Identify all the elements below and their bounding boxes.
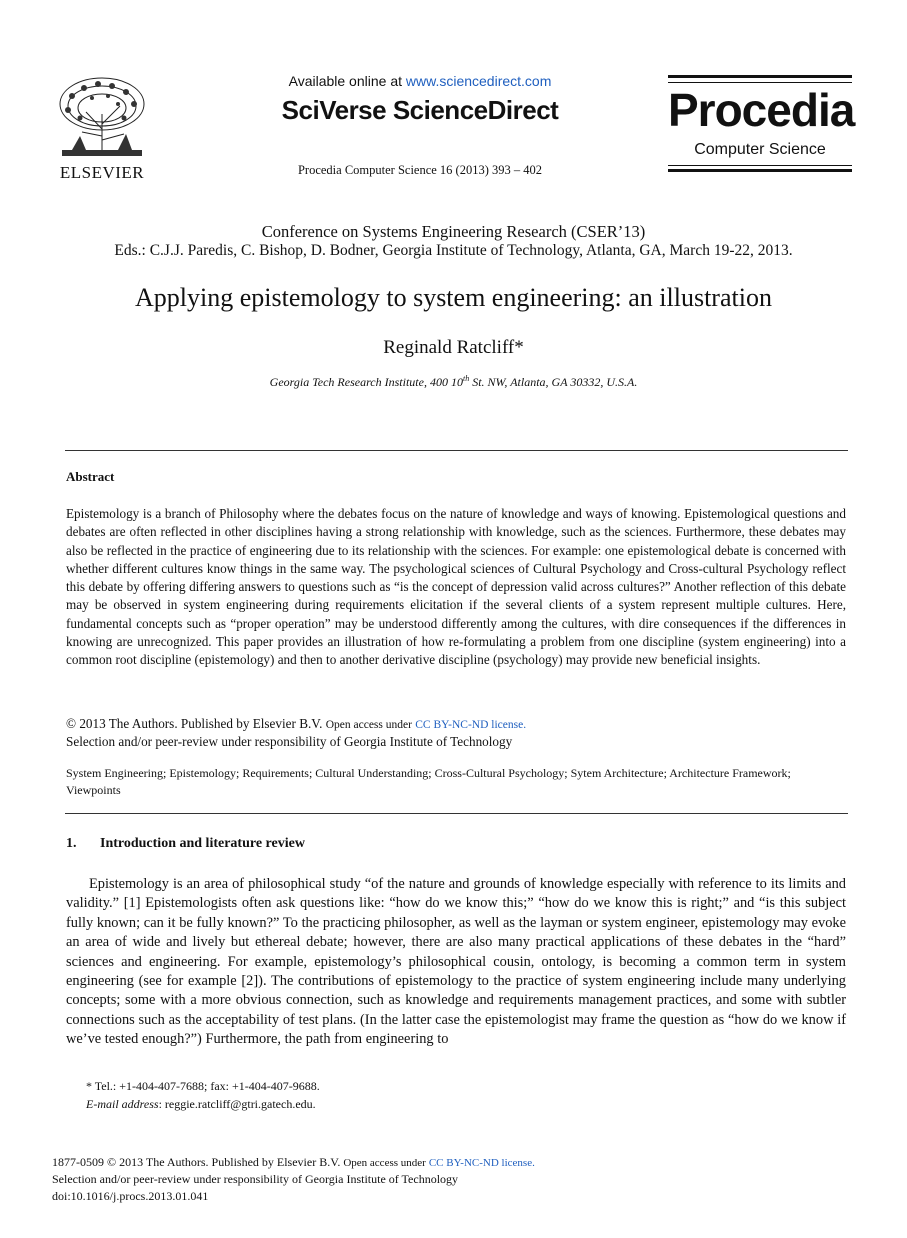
journal-citation: Procedia Computer Science 16 (2013) 393 – 402 — [297, 163, 543, 177]
rule-top — [65, 450, 848, 451]
procedia-bottom-rule-thick — [668, 169, 852, 172]
available-prefix: Available online at — [288, 73, 402, 89]
platform-logo: SciVerse ScienceDirect — [281, 95, 559, 125]
affiliation-post: St. NW, Atlanta, GA 30332, U.S.A. — [469, 375, 638, 389]
elsevier-wordmark: ELSEVIER — [59, 163, 145, 182]
section-heading — [66, 836, 305, 852]
abstract-peer-review: Selection and/or peer-review under responsibility of Georgia Institute of Technology — [66, 734, 513, 749]
open-access-label: Open access under — [325, 719, 412, 731]
rule-mid — [65, 813, 848, 814]
email-address: : reggie.ratcliff@gtri.gatech.edu. — [158, 1097, 316, 1111]
footer-peer-review: Selection and/or peer-review under responsibility of Georgia Institute of Technology — [52, 1172, 459, 1186]
affiliation-pre: Georgia Tech Research Institute, 400 10 — [269, 375, 463, 389]
section-body: Epistemology is an area of philosophical study “of the nature and grounds of knowledge especially with reference to its limits and validity.” [1] Epistemologists often ask questions like: “how do we know this;” “how do we know this is right;” and “is this subject fully known; can it be fully known?” To the practicing philosopher, as well as the layman or system engineer, epistemology may evoke an area of wide and lively but ethereal debate; however, there are also many practical applications of these debates in the “hard” sciences and engineering. For example, epistemology’s philosophical cousin, ontology, is becoming a common term in system engineering (see for example [2]). The contributions of epistemology to the practice of system engineering include many underlying concepts; some with a more obvious connection, such as knowledge and requirements management practices, and some with subtler connections such as the acceptability of test plans. (In the latter case the epistemologist may frame the question as “how do we know if we’ve tested enough?”) Furthermore, the path from engineering to — [66, 876, 846, 1048]
paper-title: Applying epistemology to system engineering: an illustration — [135, 283, 772, 312]
affiliation-sup: th — [462, 374, 470, 383]
footnote-tel: * Tel.: +1-404-407-7688; fax: +1-404-407-9688. — [86, 1079, 320, 1093]
conference-editors: Eds.: C.J.J. Paredis, C. Bishop, D. Bodner, Georgia Institute of Technology, Atlanta, GA, March 19-22, 2013. — [114, 242, 793, 259]
procedia-subtitle: Computer Science — [694, 141, 826, 158]
procedia-title: Procedia — [668, 84, 855, 136]
procedia-bottom-rule — [668, 165, 852, 166]
email-label: E-mail address — [86, 1097, 159, 1111]
abstract-copyright — [66, 716, 846, 732]
elsevier-tree-icon — [52, 74, 152, 158]
footnote-email — [86, 1097, 316, 1112]
procedia-top-rule-thin — [668, 82, 852, 83]
footer-license-link[interactable]: CC BY-NC-ND license. — [428, 1157, 535, 1169]
paper-affiliation — [40, 374, 867, 390]
procedia-top-rule — [668, 75, 852, 78]
section-title: Introduction and literature review — [100, 836, 305, 851]
license-link[interactable]: CC BY-NC-ND license. — [415, 719, 527, 731]
keywords: System Engineering; Epistemology; Requirements; Cultural Understanding; Cross-Cultural Psychology; Sytem Architecture; Architecture Framework; Viewpoints — [66, 766, 791, 797]
paper-author: Reginald Ratcliff* — [383, 337, 524, 358]
procedia-logo — [668, 75, 855, 173]
available-online — [230, 73, 610, 89]
conference-name: Conference on Systems Engineering Research (CSER’13) — [261, 222, 646, 241]
copyright-main: © 2013 The Authors. Published by Elsevier B.V. — [66, 716, 323, 731]
sciencedirect-link[interactable]: www.sciencedirect.com — [405, 73, 552, 89]
footer-open-access: Open access under — [343, 1157, 426, 1169]
footer-copyright — [52, 1155, 535, 1170]
abstract-body: Epistemology is a branch of Philosophy where the debates focus on the nature of knowledge and ways of knowing. Epistemological questions and debates are often reflected in other disciplines having a strong relationship with knowledge, such as the sciences. Furthermore, these debates may also be reflected in the practice of engineering due to its relationship with the sciences. For example: one epistemological debate is concerned with whether different cultures know things in the same way. The psychological sciences of Cultural Psychology and Cross-cultural Psychology reflect this debate by offering differing answers to questions such as “is the concept of depression valid across cultures?” Another reflection of this debate may be observed in system engineering during requirements elicitation if the several clients of a system represent multiple cultures. Here, fundamental concepts such as “proper operation” may be understood differently among the cultures, with dire consequences if the differences in knowing are unrecognized. This paper provides an illustration of how re-formulating a problem from one discipline (system engineering) into a common root discipline (epistemology) and then to another derivative discipline (psychology) may provide new beneficial insights. — [66, 506, 846, 668]
abstract-heading: Abstract — [66, 469, 115, 484]
footer-issn: 1877-0509 © 2013 The Authors. Published by Elsevier B.V. — [52, 1155, 341, 1169]
footer-doi: doi:10.1016/j.procs.2013.01.041 — [52, 1189, 209, 1203]
section-number: 1. — [66, 836, 77, 851]
elsevier-logo — [52, 74, 152, 180]
